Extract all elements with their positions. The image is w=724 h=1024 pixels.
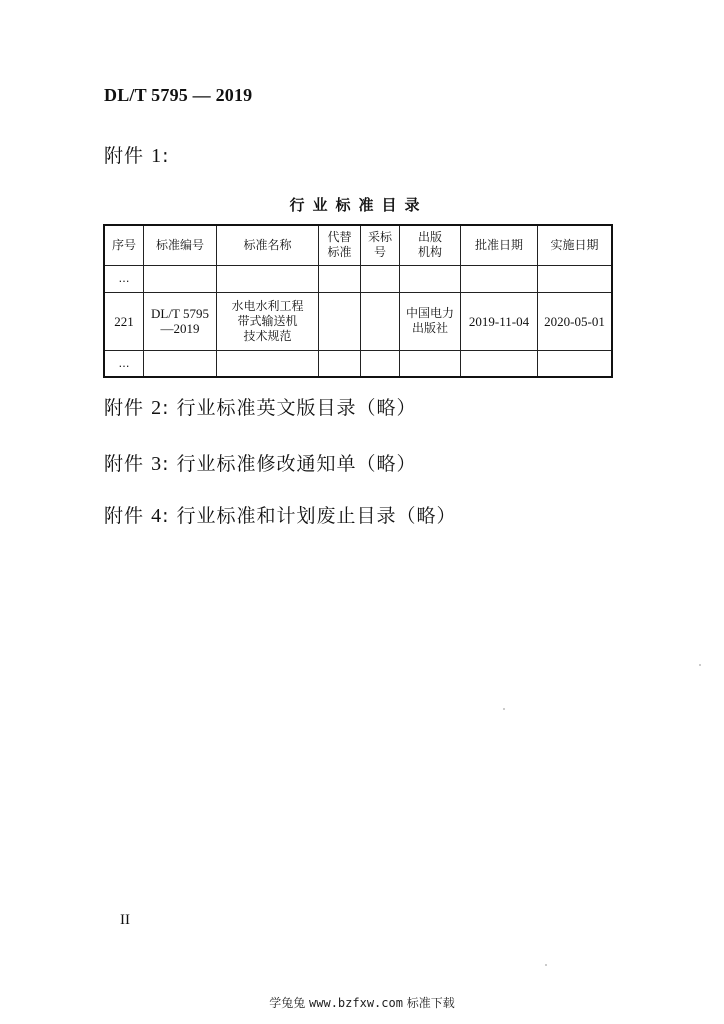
footer-suffix: 标准下载: [406, 996, 455, 1010]
attachment-sep: :: [162, 145, 170, 167]
empty-cell: [319, 350, 361, 377]
attachment-label: 附件: [104, 145, 145, 167]
scan-speck: [699, 664, 701, 666]
header-code: 标准编号: [144, 225, 217, 265]
cell-name-line3: 技术规范: [243, 328, 292, 343]
attachment-2-line: [104, 393, 417, 420]
header-adopt-line1: 采标: [367, 230, 392, 245]
attachment-title: 行业标准英文版目录（略）: [176, 397, 417, 419]
header-approve-date: 批准日期: [461, 225, 538, 265]
table-row: [104, 350, 612, 377]
footer-brand: 学兔兔: [269, 996, 306, 1010]
empty-cell: [538, 265, 613, 292]
cell-code-line2: —2019: [160, 321, 200, 336]
cell-approve-date: 2019-11-04: [461, 292, 538, 350]
attachment-sep: :: [162, 397, 170, 419]
empty-cell: [361, 350, 400, 377]
attachment-1-heading: [104, 141, 169, 168]
empty-cell: [400, 265, 461, 292]
table-header-row: [104, 225, 612, 265]
empty-cell: [461, 350, 538, 377]
header-replace: [319, 225, 361, 265]
doc-code-header: DL/T 5795 — 2019: [104, 85, 253, 105]
page-number: II: [120, 912, 130, 928]
header-replace-line1: 代替: [327, 230, 352, 245]
header-seq: 序号: [104, 225, 144, 265]
cell-publisher-line2: 出版社: [411, 321, 448, 335]
header-publisher: [400, 225, 461, 265]
scan-speck: [545, 964, 547, 966]
cell-adopt: [361, 292, 400, 350]
empty-cell: [361, 265, 400, 292]
attachment-4-line: [104, 501, 457, 528]
header-adopt: [361, 225, 400, 265]
empty-cell: [144, 265, 217, 292]
cell-publisher-line1: 中国电力: [405, 306, 454, 320]
empty-cell: [144, 350, 217, 377]
ellipsis-cell: …: [104, 265, 144, 292]
footer-watermark: [0, 994, 724, 1011]
cell-name-line2: 带式输送机: [237, 313, 298, 328]
empty-cell: [538, 350, 613, 377]
attachment-sep: :: [162, 453, 170, 475]
attachment-number: 4: [151, 505, 163, 527]
empty-cell: [400, 350, 461, 377]
scan-speck: [503, 708, 505, 710]
standards-table: [103, 224, 613, 378]
attachment-label: 附件: [104, 453, 145, 475]
table-row: [104, 265, 612, 292]
cell-code: [144, 292, 217, 350]
cell-seq: 221: [104, 292, 144, 350]
cell-impl-date: 2020-05-01: [538, 292, 613, 350]
empty-cell: [461, 265, 538, 292]
empty-cell: [217, 265, 319, 292]
header-replace-line2: 标准: [327, 245, 352, 260]
ellipsis-cell: …: [104, 350, 144, 377]
empty-cell: [217, 350, 319, 377]
attachment-3-line: [104, 449, 417, 476]
cell-replace: [319, 292, 361, 350]
cell-name-line1: 水电水利工程: [231, 298, 304, 313]
cell-name: [217, 292, 319, 350]
attachment-title: 行业标准和计划废止目录（略）: [176, 505, 457, 527]
empty-cell: [319, 265, 361, 292]
attachment-number: 3: [151, 453, 163, 475]
attachment-number: 2: [151, 397, 163, 419]
header-adopt-line2: 号: [373, 245, 386, 260]
attachment-label: 附件: [104, 505, 145, 527]
attachment-sep: :: [162, 505, 170, 527]
attachment-label: 附件: [104, 397, 145, 419]
table-row: [104, 292, 612, 350]
header-name: 标准名称: [217, 225, 319, 265]
footer-url[interactable]: www.bzfxw.com: [309, 996, 403, 1010]
header-impl-date: 实施日期: [538, 225, 613, 265]
attachment-title: 行业标准修改通知单（略）: [176, 453, 417, 475]
header-publisher-line1: 出版: [417, 230, 442, 245]
cell-code-line1: DL/T 5795: [151, 306, 209, 321]
table-title: 行业标准目录: [289, 196, 428, 214]
cell-publisher: [400, 292, 461, 350]
attachment-number: 1: [151, 145, 163, 167]
header-publisher-line2: 机构: [417, 245, 442, 260]
